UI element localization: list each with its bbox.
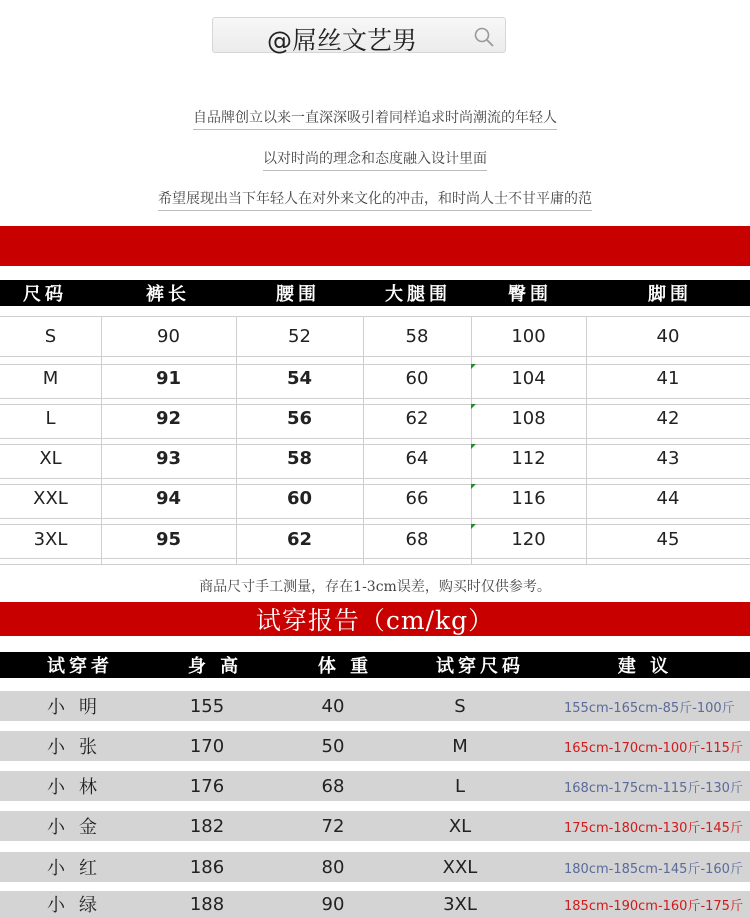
wearer-weight: 50 xyxy=(321,735,345,757)
wearer-height: 155 xyxy=(189,695,225,717)
search-text: @屌丝文艺男 xyxy=(267,26,418,55)
cell-waist: 56 xyxy=(286,407,313,429)
wearer-size: L xyxy=(454,775,466,797)
cell-waist: 52 xyxy=(288,325,311,347)
cell-length: 94 xyxy=(155,487,182,509)
search-icon[interactable] xyxy=(473,26,495,48)
cell-thigh: 68 xyxy=(405,528,429,550)
cell-size: M xyxy=(42,367,59,389)
cell-thigh: 66 xyxy=(405,487,429,509)
wearer-weight: 90 xyxy=(321,893,345,915)
intro-line-1: 自品牌创立以来一直深深吸引着同样追求时尚潮流的年轻人 xyxy=(193,107,557,130)
wearer-name: 小红 xyxy=(47,858,111,879)
header-thigh: 大腿围 xyxy=(385,284,451,305)
header-size: 尺码 xyxy=(23,284,67,305)
wearer-weight: 72 xyxy=(321,815,345,837)
cell-waist: 60 xyxy=(286,487,313,509)
wearer-size: M xyxy=(452,735,468,757)
report-title: 试穿报告（cm/kg） xyxy=(255,606,495,635)
cell-size: L xyxy=(45,407,56,429)
cell-hip: 104 xyxy=(511,367,546,389)
cell-hem: 44 xyxy=(656,487,680,509)
header-height: 身 高 xyxy=(187,656,243,677)
cell-hem: 43 xyxy=(656,447,680,469)
search-box[interactable] xyxy=(212,17,506,53)
wearer-name: 小明 xyxy=(47,697,111,718)
wearer-height: 176 xyxy=(189,775,225,797)
measurement-note: 商品尺寸手工测量，存在1-3cm误差，购买时仅供参考。 xyxy=(199,579,551,595)
wearer-advice: 155cm-165cm-85斤-100斤 xyxy=(564,700,735,716)
size-row-l xyxy=(0,398,750,438)
cell-thigh: 58 xyxy=(405,325,429,347)
wearer-advice: 175cm-180cm-130斤-145斤 xyxy=(564,820,743,836)
intro-line-3: 希望展现出当下年轻人在对外来文化的冲击，和时尚人士不甘平庸的范 xyxy=(158,188,592,211)
cell-hip: 108 xyxy=(511,407,546,429)
cell-length: 95 xyxy=(155,528,182,550)
report-row-1 xyxy=(0,691,750,721)
wearer-weight: 80 xyxy=(321,856,345,878)
size-table-header xyxy=(0,280,750,306)
header-wearer: 试穿者 xyxy=(47,656,113,677)
header-tried-size: 试穿尺码 xyxy=(436,656,524,677)
wearer-advice: 180cm-185cm-145斤-160斤 xyxy=(564,861,743,877)
cell-thigh: 62 xyxy=(405,407,429,429)
cell-size: XL xyxy=(39,447,62,469)
cell-hip: 100 xyxy=(511,325,546,347)
cell-length: 90 xyxy=(157,325,180,347)
size-row-xl xyxy=(0,438,750,478)
wearer-advice: 168cm-175cm-115斤-130斤 xyxy=(564,780,743,796)
wearer-advice: 185cm-190cm-160斤-175斤 xyxy=(564,898,743,914)
cell-length: 91 xyxy=(155,367,182,389)
header-weight: 体 重 xyxy=(317,656,373,677)
wearer-size: XL xyxy=(448,815,472,837)
header-length: 裤长 xyxy=(146,284,190,305)
wearer-name: 小绿 xyxy=(47,895,111,916)
cell-hem: 42 xyxy=(656,407,680,429)
cell-hip: 112 xyxy=(511,447,546,469)
size-table xyxy=(0,316,750,564)
wearer-weight: 68 xyxy=(321,775,345,797)
header-hip: 臀围 xyxy=(508,284,552,305)
wearer-name: 小张 xyxy=(47,737,111,758)
report-row-3 xyxy=(0,771,750,801)
cell-hip: 120 xyxy=(511,528,546,550)
size-row-3xl xyxy=(0,519,750,559)
cell-hem: 45 xyxy=(656,528,680,550)
cell-hip: 116 xyxy=(511,487,546,509)
cell-length: 92 xyxy=(155,407,182,429)
size-row-m xyxy=(0,358,750,398)
header-waist: 腰围 xyxy=(276,284,320,305)
wearer-size: 3XL xyxy=(443,893,477,915)
wearer-height: 186 xyxy=(189,856,225,878)
intro-line-2: 以对时尚的理念和态度融入设计里面 xyxy=(263,148,487,171)
cell-size: 3XL xyxy=(33,528,68,550)
report-row-5 xyxy=(0,852,750,882)
cell-thigh: 64 xyxy=(405,447,429,469)
header-hem: 脚围 xyxy=(648,284,692,305)
wearer-height: 182 xyxy=(189,815,225,837)
wearer-weight: 40 xyxy=(321,695,345,717)
wearer-name: 小金 xyxy=(47,817,111,838)
cell-hem: 40 xyxy=(656,325,680,347)
wearer-size: S xyxy=(454,695,466,717)
wearer-height: 188 xyxy=(189,893,225,915)
cell-thigh: 60 xyxy=(405,367,429,389)
cell-length: 93 xyxy=(155,447,182,469)
cell-hem: 41 xyxy=(656,367,680,389)
red-banner xyxy=(0,226,750,266)
wearer-height: 170 xyxy=(189,735,225,757)
cell-size: XXL xyxy=(33,487,68,509)
cell-waist: 62 xyxy=(286,528,313,550)
wearer-name: 小林 xyxy=(47,777,111,798)
wearer-advice: 165cm-170cm-100斤-115斤 xyxy=(564,740,743,756)
size-row-s xyxy=(0,316,750,356)
report-row-4 xyxy=(0,811,750,841)
cell-waist: 58 xyxy=(286,447,313,469)
size-row-xxl xyxy=(0,478,750,518)
report-row-6 xyxy=(0,891,750,917)
report-row-2 xyxy=(0,731,750,761)
cell-size: S xyxy=(44,325,57,347)
header-advice: 建 议 xyxy=(617,656,673,677)
wearer-size: XXL xyxy=(442,856,478,878)
report-table-header xyxy=(0,652,750,678)
cell-waist: 54 xyxy=(286,367,313,389)
